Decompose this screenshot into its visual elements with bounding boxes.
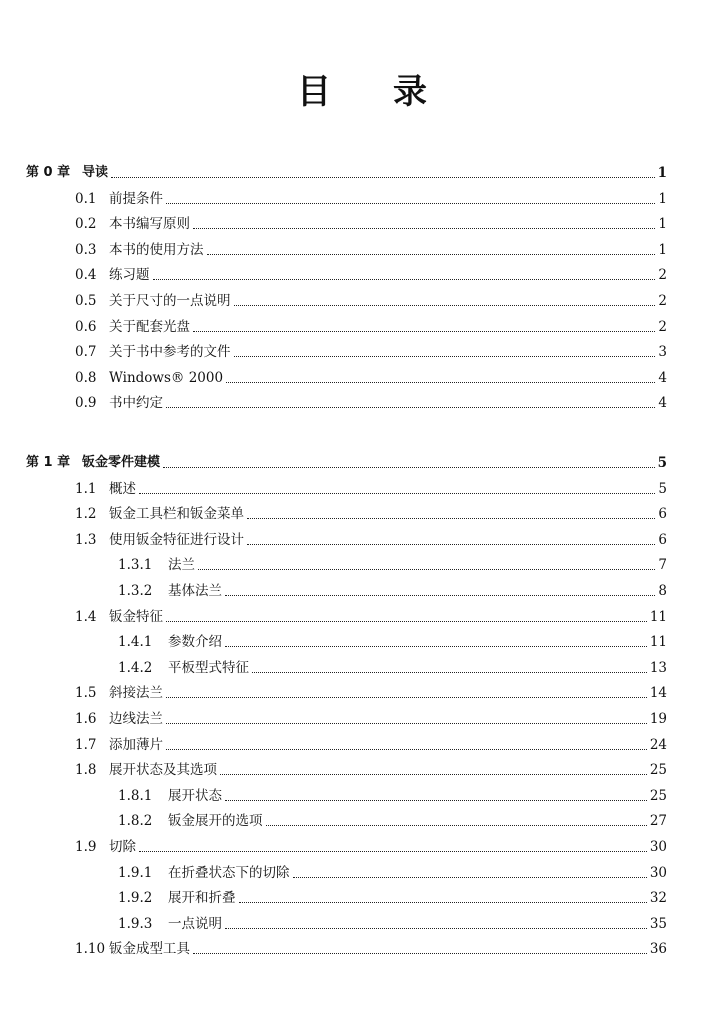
- toc-label: 钣金零件建模: [82, 455, 161, 470]
- toc-number: 0.8: [75, 369, 97, 386]
- toc-label: 法兰: [168, 557, 195, 574]
- toc-number: 0.5: [75, 293, 97, 309]
- toc-label: 钣金特征: [109, 608, 163, 625]
- toc-number: 1.9.1: [118, 864, 153, 881]
- toc-page-number: 4: [658, 369, 667, 386]
- toc-number: 0.6: [75, 318, 97, 335]
- toc-entry-row[interactable]: [75, 939, 667, 959]
- dot-leader: [226, 382, 655, 383]
- toc-entry-row[interactable]: [118, 888, 667, 908]
- toc-page-number: 24: [649, 736, 667, 753]
- toc-label: 在折叠状态下的切除: [168, 864, 290, 881]
- toc-label: 导读: [82, 165, 109, 180]
- dot-leader: [139, 493, 655, 494]
- toc-number: 1.7: [75, 736, 97, 753]
- toc-page-number: 30: [649, 864, 667, 881]
- dot-leader: [266, 825, 647, 826]
- toc-entry-row[interactable]: [118, 786, 667, 806]
- dot-leader: [193, 228, 655, 229]
- toc-entry-row[interactable]: [118, 581, 667, 601]
- toc-entry-row[interactable]: [75, 368, 667, 388]
- toc-chapter-row[interactable]: [26, 163, 667, 183]
- toc-page-number: 5: [657, 455, 667, 471]
- toc-number: 1.3: [75, 531, 97, 548]
- toc-entry-row[interactable]: [75, 317, 667, 337]
- toc-page-number: 1: [658, 190, 667, 207]
- dot-leader: [225, 800, 647, 801]
- toc-number: 1.9.3: [118, 915, 153, 932]
- toc-label: 练习题: [109, 267, 150, 284]
- toc-entry-row[interactable]: [118, 555, 667, 575]
- toc-entry-row[interactable]: [75, 291, 667, 311]
- toc-entry-row[interactable]: [75, 760, 667, 780]
- toc-number: 1.9.2: [118, 890, 153, 907]
- dot-leader: [239, 902, 647, 903]
- toc-page-number: 8: [658, 583, 667, 599]
- toc-entry-row[interactable]: [75, 240, 667, 260]
- toc-label: 平板型式特征: [168, 659, 249, 676]
- toc-page-number: 36: [649, 941, 667, 958]
- toc-entry-row[interactable]: [75, 393, 667, 413]
- dot-leader: [293, 877, 647, 878]
- toc-label: 展开状态及其选项: [109, 762, 217, 779]
- toc-number: 第 1 章: [26, 455, 71, 470]
- toc-entry-row[interactable]: [75, 607, 667, 627]
- toc-number: 1.10: [75, 941, 106, 958]
- toc-label: 钣金展开的选项: [168, 813, 263, 830]
- toc-number: 1.3.2: [118, 583, 153, 599]
- toc-number: 第 0 章: [26, 165, 71, 180]
- toc-page-number: 6: [658, 506, 667, 523]
- toc-label: 本书的使用方法: [109, 241, 204, 258]
- toc-entry-row[interactable]: [75, 709, 667, 729]
- toc-number: 1.3.1: [118, 557, 153, 574]
- toc-page-number: 30: [649, 839, 667, 855]
- toc-page-number: 35: [649, 915, 667, 932]
- dot-leader: [153, 279, 656, 280]
- title-char-2: 录: [393, 72, 489, 112]
- toc-number: 1.4.1: [118, 634, 153, 651]
- dot-leader: [220, 774, 647, 775]
- dot-leader: [234, 356, 656, 357]
- toc-page-number: 1: [657, 165, 667, 181]
- toc-page-number: 32: [649, 890, 667, 907]
- toc-label: 使用钣金特征进行设计: [109, 531, 244, 548]
- toc-label: Windows® 2000: [109, 369, 224, 386]
- toc-entry-row[interactable]: [75, 735, 667, 755]
- toc-entry-row[interactable]: [75, 837, 667, 857]
- toc-number: 0.4: [75, 267, 97, 284]
- toc-entry-row[interactable]: [75, 265, 667, 285]
- toc-label: 基体法兰: [168, 583, 222, 599]
- toc-number: 1.9: [75, 839, 97, 855]
- toc-entry-row[interactable]: [118, 863, 667, 883]
- toc-label: 本书编写原则: [109, 216, 190, 233]
- toc-label: 一点说明: [168, 915, 222, 932]
- toc-entry-row[interactable]: [75, 530, 667, 550]
- toc-number: 1.4.2: [118, 659, 153, 676]
- toc-page-number: 25: [649, 787, 667, 804]
- toc-entry-row[interactable]: [75, 189, 667, 209]
- toc-page-number: 5: [658, 480, 667, 497]
- toc-page-number: 6: [658, 531, 667, 548]
- toc-label: 关于尺寸的一点说明: [109, 293, 231, 309]
- dot-leader: [166, 723, 647, 724]
- dot-leader: [193, 331, 655, 332]
- toc-page-number: 1: [658, 216, 667, 233]
- toc-page-number: 3: [658, 344, 667, 361]
- toc-page-number: 2: [658, 293, 667, 309]
- toc-page-number: 4: [658, 395, 667, 412]
- toc-number: 1.8.1: [118, 787, 153, 804]
- dot-leader: [166, 407, 655, 408]
- dot-leader: [163, 467, 655, 468]
- toc-label: 添加薄片: [109, 736, 163, 753]
- toc-number: 0.9: [75, 395, 97, 412]
- toc-label: 前提条件: [109, 190, 163, 207]
- toc-entry-row[interactable]: [75, 504, 667, 524]
- toc-page-number: 2: [658, 267, 667, 284]
- dot-leader: [247, 544, 655, 545]
- toc-page-number: 11: [649, 634, 667, 651]
- toc-page-number: 13: [649, 659, 667, 676]
- dot-leader: [193, 953, 647, 954]
- toc-page-number: 19: [649, 711, 667, 727]
- toc-label: 关于配套光盘: [109, 318, 190, 335]
- toc-label: 钣金工具栏和钣金菜单: [109, 506, 244, 523]
- toc-label: 展开状态: [168, 787, 222, 804]
- toc-entry-row[interactable]: [75, 342, 667, 362]
- toc-label: 关于书中参考的文件: [109, 344, 231, 361]
- toc-entry-row[interactable]: [118, 914, 667, 934]
- toc-entry-row[interactable]: [75, 214, 667, 234]
- toc-number: 1.2: [75, 506, 97, 523]
- toc-number: 1.5: [75, 685, 97, 702]
- toc-label: 概述: [109, 480, 136, 497]
- toc-page-number: 11: [649, 608, 667, 625]
- toc-label: 参数介绍: [168, 634, 222, 651]
- dot-leader: [198, 569, 655, 570]
- dot-leader: [252, 672, 647, 673]
- toc-number: 0.2: [75, 216, 97, 233]
- dot-leader: [166, 749, 647, 750]
- toc-label: 切除: [109, 839, 136, 855]
- dot-leader: [139, 851, 647, 852]
- toc-page-number: 7: [658, 557, 667, 574]
- dot-leader: [166, 203, 655, 204]
- toc-label: 斜接法兰: [109, 685, 163, 702]
- toc-number: 1.1: [75, 480, 97, 497]
- dot-leader: [166, 621, 647, 622]
- toc-label: 边线法兰: [109, 711, 163, 727]
- toc-chapter-row[interactable]: [26, 453, 667, 473]
- toc-number: 1.6: [75, 711, 97, 727]
- toc-label: 书中约定: [109, 395, 163, 412]
- dot-leader: [111, 177, 655, 178]
- toc-entry-row[interactable]: [118, 658, 667, 678]
- dot-leader: [225, 646, 647, 647]
- toc-number: 1.8.2: [118, 813, 153, 830]
- toc-number: 0.7: [75, 344, 97, 361]
- dot-leader: [234, 305, 656, 306]
- toc-page-number: 14: [649, 685, 667, 702]
- dot-leader: [225, 928, 647, 929]
- toc-entry-row[interactable]: [118, 811, 667, 831]
- toc-entry-row[interactable]: [75, 479, 667, 499]
- toc-entry-row[interactable]: [75, 683, 667, 703]
- dot-leader: [247, 518, 655, 519]
- toc-page-number: 25: [649, 762, 667, 779]
- dot-leader: [225, 595, 655, 596]
- title-char-1: 目: [297, 72, 393, 112]
- toc-entry-row[interactable]: [118, 632, 667, 652]
- toc-number: 1.4: [75, 608, 97, 625]
- toc-page-number: 1: [658, 241, 667, 258]
- toc-number: 0.1: [75, 190, 97, 207]
- dot-leader: [207, 254, 656, 255]
- toc-number: 1.8: [75, 762, 97, 779]
- page-title: [0, 72, 724, 112]
- toc-page-number: 2: [658, 318, 667, 335]
- toc-label: 展开和折叠: [168, 890, 236, 907]
- toc-label: 钣金成型工具: [109, 941, 190, 958]
- toc-page-number: 27: [649, 813, 667, 830]
- toc-number: 0.3: [75, 241, 97, 258]
- dot-leader: [166, 697, 647, 698]
